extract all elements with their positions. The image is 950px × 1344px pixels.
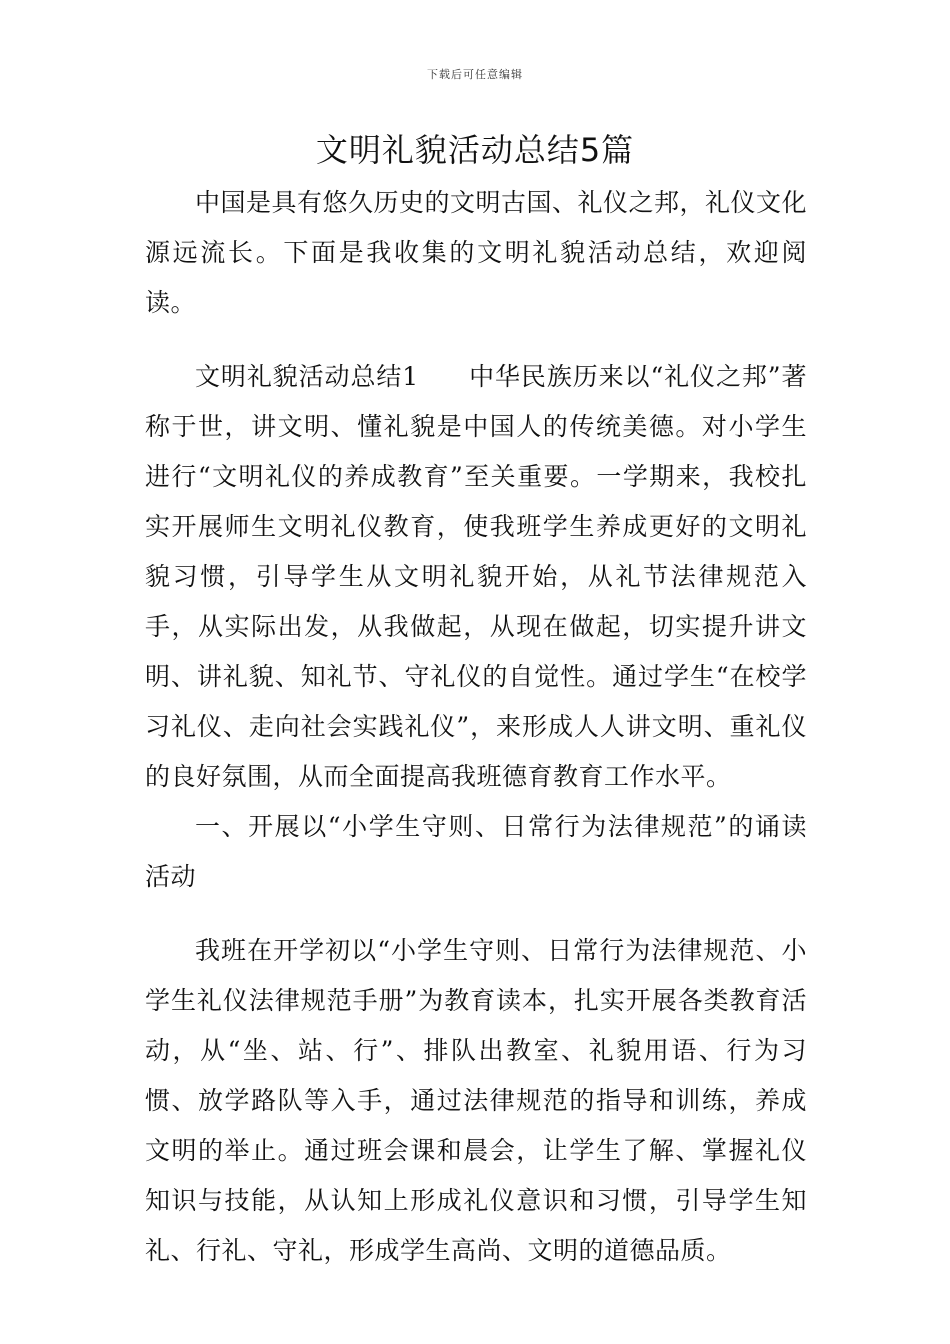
section-1-heading: 文明礼貌活动总结1 [195,362,419,391]
point-1-heading: 一、开展以“小学生守则、日常行为法律规范”的诵读活动 [145,812,807,891]
section-1-text: 中华民族历来以“礼仪之邦”著称于世，讲文明、懂礼貌是中国人的传统美德。对小学生进行“文明礼仪的养成教育”至关重要。一学期来，我校扎实开展师生文明礼仪教育，使我班学生养成更好的文明礼貌习惯，引导学生从文明礼貌开始，从礼节法律规范入手，从实际出发，从我做起，从现在做起，切实提升讲文明、讲礼貌、知礼节、守礼仪的自觉性。通过学生“在校学习礼仪、走向社会实践礼仪”，来形成人人讲文明、重礼仪的良好氛围，从而全面提高我班德育教育工作水平。 [145,362,807,791]
section-1-paragraph [145,352,807,802]
document-body [145,178,807,1276]
point-1-paragraph: 我班在开学初以“小学生守则、日常行为法律规范、小学生礼仪法律规范手册”为教育读本，扎实开展各类教育活动，从“坐、站、行”、排队出教室、礼貌用语、行为习惯、放学路队等入手，通过法律规范的指导和训练，养成文明的举止。通过班会课和晨会，让学生了解、掌握礼仪知识与技能，从认知上形成礼仪意识和习惯，引导学生知礼、行礼、守礼，形成学生高尚、文明的道德品质。 [145,936,807,1265]
intro-paragraph: 中国是具有悠久历史的文明古国、礼仪之邦，礼仪文化源远流长。下面是我收集的文明礼貌活动总结，欢迎阅读。 [145,188,808,317]
document-title: 文明礼貌活动总结5篇 [315,131,635,169]
header-note: 下载后可任意编辑 [427,68,523,81]
